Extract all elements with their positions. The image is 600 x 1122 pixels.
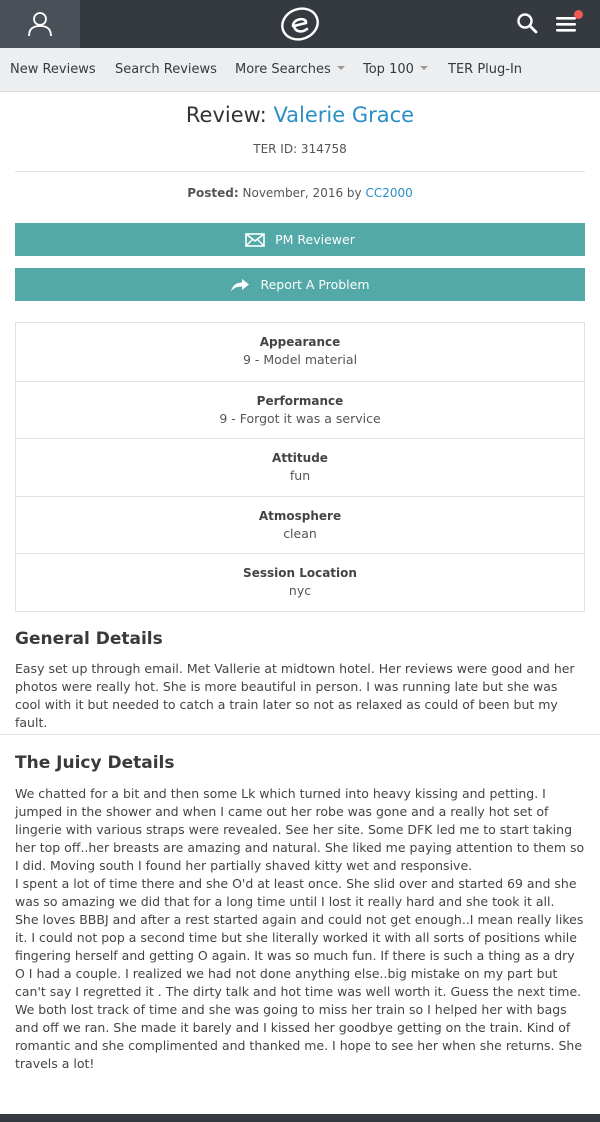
report-problem-label: Report A Problem: [260, 277, 370, 292]
user-icon: [27, 11, 53, 37]
ter-id: TER ID: 314758: [253, 142, 347, 156]
nav-new-reviews[interactable]: New Reviews: [10, 62, 96, 77]
juicy-paragraph: We chatted for a bit and then some Lk which turned into heavy kissing and petting. I jumped in the shower and when I came out her robe was gone and a really hot set of lingerie with various straps were revealed. See her site. Some DFK led me to start taking her top off..her breasts are amazing and natural. She liked me paying attention to them so I did. Moving south I found her partially shaved kitty wet and responsive.: [15, 786, 585, 873]
title-prefix: Review:: [185, 103, 267, 127]
rating-category: Atmosphere: [258, 508, 342, 523]
search-icon[interactable]: [515, 11, 539, 35]
rating-row-session-location: [16, 553, 584, 611]
rating-row-atmosphere: [16, 496, 584, 554]
juicy-paragraph: I spent a lot of time there and she O'd at least once. She slid over and started 69 and she was so amazing we did that for a long time until I lost it really hard and she took it all.: [15, 876, 577, 909]
posted-label: Posted:: [187, 186, 239, 200]
rating-value: 9 - Model material: [242, 352, 358, 367]
general-details-heading: General Details: [15, 629, 163, 649]
author-link[interactable]: CC2000: [365, 186, 413, 200]
footer-bar: [0, 1114, 600, 1122]
nav-ter-plugin[interactable]: TER Plug-In: [448, 62, 523, 77]
rating-value: 9 - Forgot it was a service: [219, 410, 381, 426]
ratings-table: [15, 322, 585, 612]
rating-category: Session Location: [243, 566, 357, 581]
notification-dot: [574, 10, 583, 19]
site-logo[interactable]: [280, 6, 320, 42]
divider: [0, 734, 600, 735]
report-problem-button[interactable]: [15, 268, 585, 301]
juicy-paragraph: She loves BBBJ and after a rest started again and could not get enough..I mean really likes it. I could not pop a second time but she literally worked it with all sorts of positions while fingering herself and getting O again. It was so much fun. If there is such a thing as a dry O I had a couple. I realized we had not done anything else..big mistake on my part but can't say I regretted it . The dirty talk and hot time was well worth it. Guess the next time. We both lost track of time and she was going to miss her train so I helped her with bags and off we ran. She made it barely and I kissed her goodbye getting on the train. Kind of romantic and she complimented and thanked me. I hope to see her when she returns. She travels a lot!: [15, 912, 584, 1071]
rating-row-performance: [16, 381, 584, 439]
pm-reviewer-label: PM Reviewer: [275, 232, 355, 247]
pm-reviewer-button[interactable]: [15, 223, 585, 256]
rating-category: Performance: [256, 393, 344, 408]
rating-row-appearance: [16, 323, 584, 381]
caret-down-icon: [337, 66, 345, 70]
envelope-icon: [245, 233, 265, 247]
caret-down-icon: [420, 66, 428, 70]
rating-category: Attitude: [272, 451, 328, 466]
nav-top-100[interactable]: [363, 62, 428, 77]
share-arrow-icon: [230, 278, 250, 292]
sub-navbar: [0, 48, 600, 92]
nav-top-100-label: Top 100: [363, 62, 414, 77]
nav-more-searches[interactable]: [235, 62, 345, 77]
rating-value: fun: [289, 468, 311, 484]
rating-value: nyc: [288, 583, 312, 599]
provider-name-link[interactable]: Valerie Grace: [273, 103, 415, 127]
page-title: [0, 103, 600, 127]
posted-date: November, 2016 by: [242, 186, 362, 200]
rating-category: Appearance: [259, 335, 341, 349]
user-account-button[interactable]: [0, 0, 80, 48]
nav-search-reviews[interactable]: Search Reviews: [115, 62, 217, 77]
posted-info: [0, 186, 600, 200]
nav-more-searches-label: More Searches: [235, 62, 331, 77]
divider: [15, 171, 585, 172]
juicy-details-heading: The Juicy Details: [15, 753, 175, 773]
rating-row-attitude: [16, 438, 584, 496]
general-details-text: Easy set up through email. Met Vallerie at midtown hotel. Her reviews were good and her photos were really hot. She is more beautiful in person. I was running late but she was cool with it but needed to catch a train later so not as relaxed as could of been but my fault.: [15, 661, 575, 730]
juicy-details-text: [15, 785, 587, 1073]
rating-value: clean: [283, 525, 317, 541]
top-navbar: [0, 0, 600, 48]
